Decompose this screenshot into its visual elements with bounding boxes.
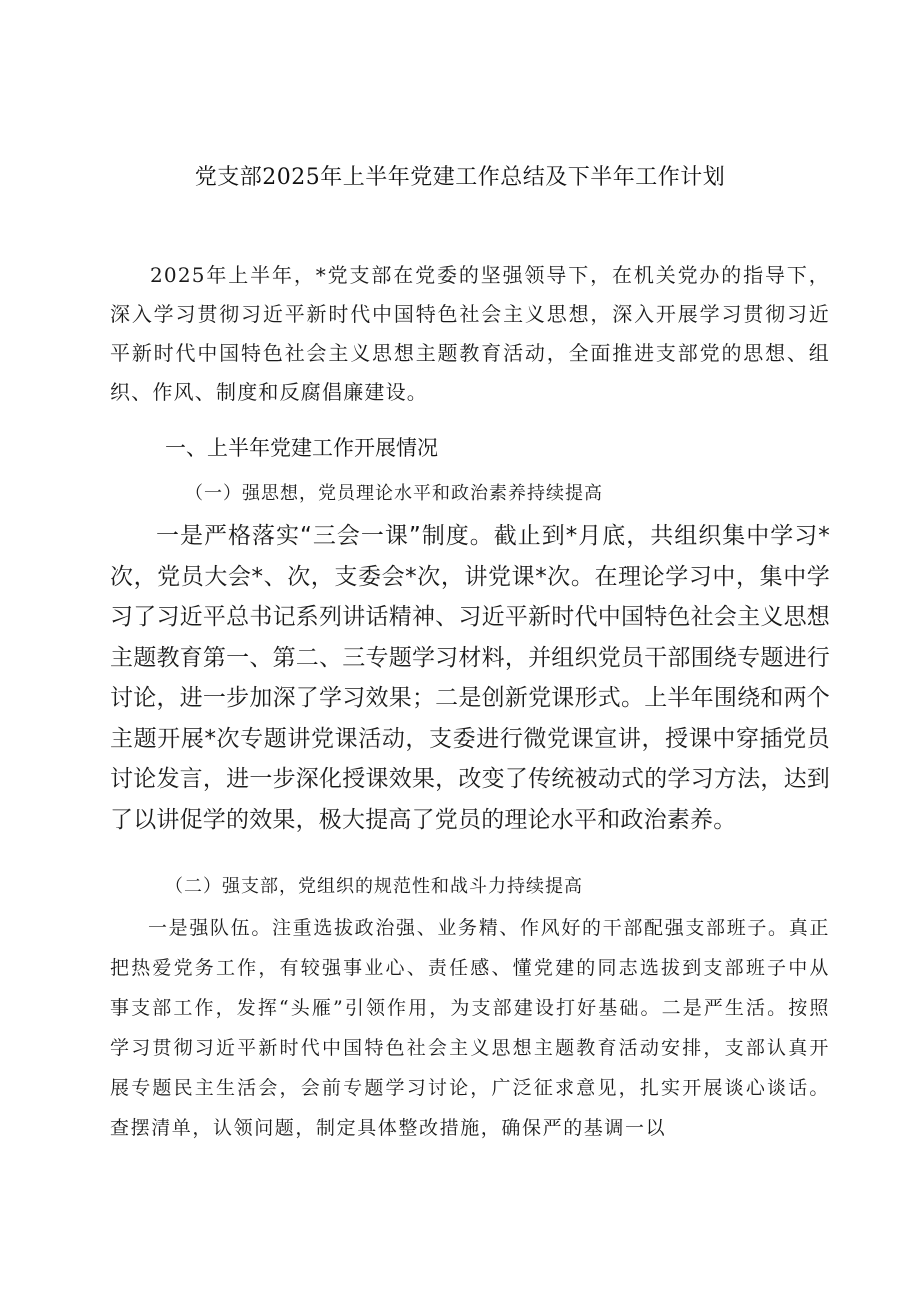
subsection-heading-2: （二）强支部，党组织的规范性和战斗力持续提高 — [165, 876, 583, 897]
document-title: 党支部2025年上半年党建工作总结及下半年工作计划 — [194, 165, 726, 190]
section-heading-1: 一、上半年党建工作开展情况 — [165, 436, 438, 460]
subsection-heading-1: （一）强思想，党员理论水平和政治素养持续提高 — [185, 483, 603, 504]
subsection-2-body: 一是强队伍。注重选拔政治强、业务精、作风好的干部配强支部班子。真正把热爱党务工作，有较强事业心、责任感、懂党建的同志选拔到支部班子中从事支部工作，发挥“头雁”引领作用，为支部建设打好基础。二是严生活。按照学习贯彻习近平新时代中国特色社会主义思想主题教育活动安排，支部认真开展专题民主生活会，会前专题学习讨论，广泛征求意见，扎实开展谈心谈话。查摆清单，认领问题，制定具体整改措施，确保严的基调一以 — [110, 917, 830, 1139]
intro-paragraph: 2025年上半年，*党支部在党委的坚强领导下，在机关党办的指导下，深入学习贯彻习近平新时代中国特色社会主义思想，深入开展学习贯彻习近平新时代中国特色社会主义思想主题教育活动，全面推进支部党的思想、组织、作风、制度和反腐倡廉建设。 — [110, 263, 830, 404]
subsection-1-body: 一是严格落实“三会一课”制度。截止到*月底，共组织集中学习*次，党员大会*、次，支委会*次，讲党课*次。在理论学习中，集中学习了习近平总书记系列讲话精神、习近平新时代中国特色社会主义思想主题教育第一、第二、三专题学习材料，并组织党员干部围绕专题进行讨论，进一步加深了学习效果；二是创新党课形式。上半年围绕和两个主题开展*次专题讲党课活动，支委进行微党课宣讲，授课中穿插党员讨论发言，进一步深化授课效果，改变了传统被动式的学习方法，达到了以讲促学的效果，极大提高了党员的理论水平和政治素养。 — [110, 523, 830, 833]
